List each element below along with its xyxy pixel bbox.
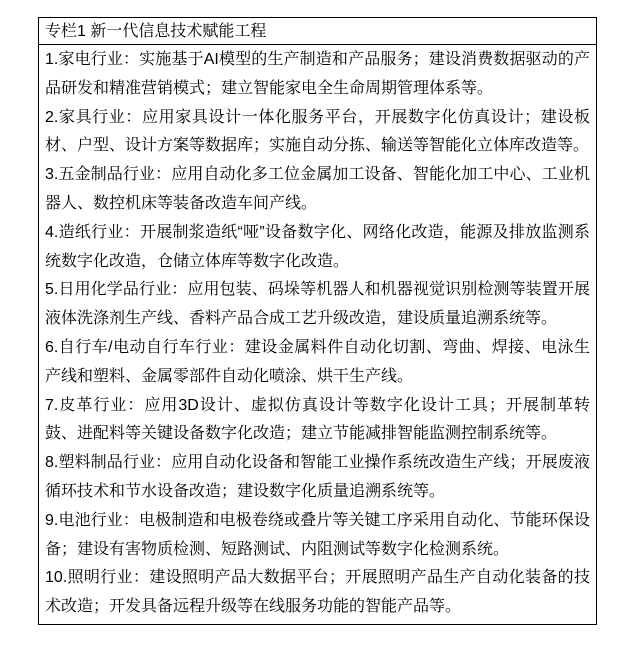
industry-item: 2.家具行业：应用家具设计一体化服务平台，开展数字化仿真设计；建设板材、户型、设计方案等数据库；实施自动分拣、输送等智能化立体库改造等。 [45,108,590,155]
industry-item: 10.照明行业：建设照明产品大数据平台；开展照明产品生产自动化装备的技术改造；开发具备远程升级等在线服务功能的智能产品等。 [45,569,590,616]
industry-item: 6.自行车/电动自行车行业：建设金属料件自动化切割、弯曲、焊接、电泳生产线和塑料、金属零部件自动化喷涂、烘干生产线。 [45,338,590,385]
industry-item: 4.造纸行业：开展制浆造纸“哑”设备数字化、网络化改造，能源及排放监测系统数字化改造，仓储立体库等数字化改造。 [45,223,590,270]
industry-item: 1.家电行业：实施基于AI模型的生产制造和产品服务；建设消费数据驱动的产品研发和精准营销模式；建立智能家电全生命周期管理体系等。 [45,51,590,97]
industry-item: 5.日用化学品行业：应用包装、码垛等机器人和机器视觉识别检测等装置开展液体洗涤剂生产线、香料产品合成工艺升级改造，建设质量追溯系统等。 [45,281,590,328]
industry-item: 3.五金制品行业：应用自动化多工位金属加工设备、智能化加工中心、工业机器人、数控机床等装备改造车间产线。 [45,166,590,212]
industry-item: 7.皮革行业：应用3D设计、虚拟仿真设计等数字化设计工具；开展制革转鼓、进配料等关键设备数字化改造；建立节能减排智能监测控制系统等。 [45,396,590,443]
special-column-box [38,17,597,625]
panel-body [39,45,596,624]
panel-title: 专栏1 新一代信息技术赋能工程 [39,18,596,45]
industry-item: 9.电池行业：电极制造和电极卷绕或叠片等关键工序采用自动化、节能环保设备；建设有害物质检测、短路测试、内阻测试等数字化检测系统。 [45,511,590,558]
industry-item: 8.塑料制品行业：应用自动化设备和智能工业操作系统改造生产线；开展废液循环技术和节水设备改造；建设数字化质量追溯系统等。 [45,454,590,500]
